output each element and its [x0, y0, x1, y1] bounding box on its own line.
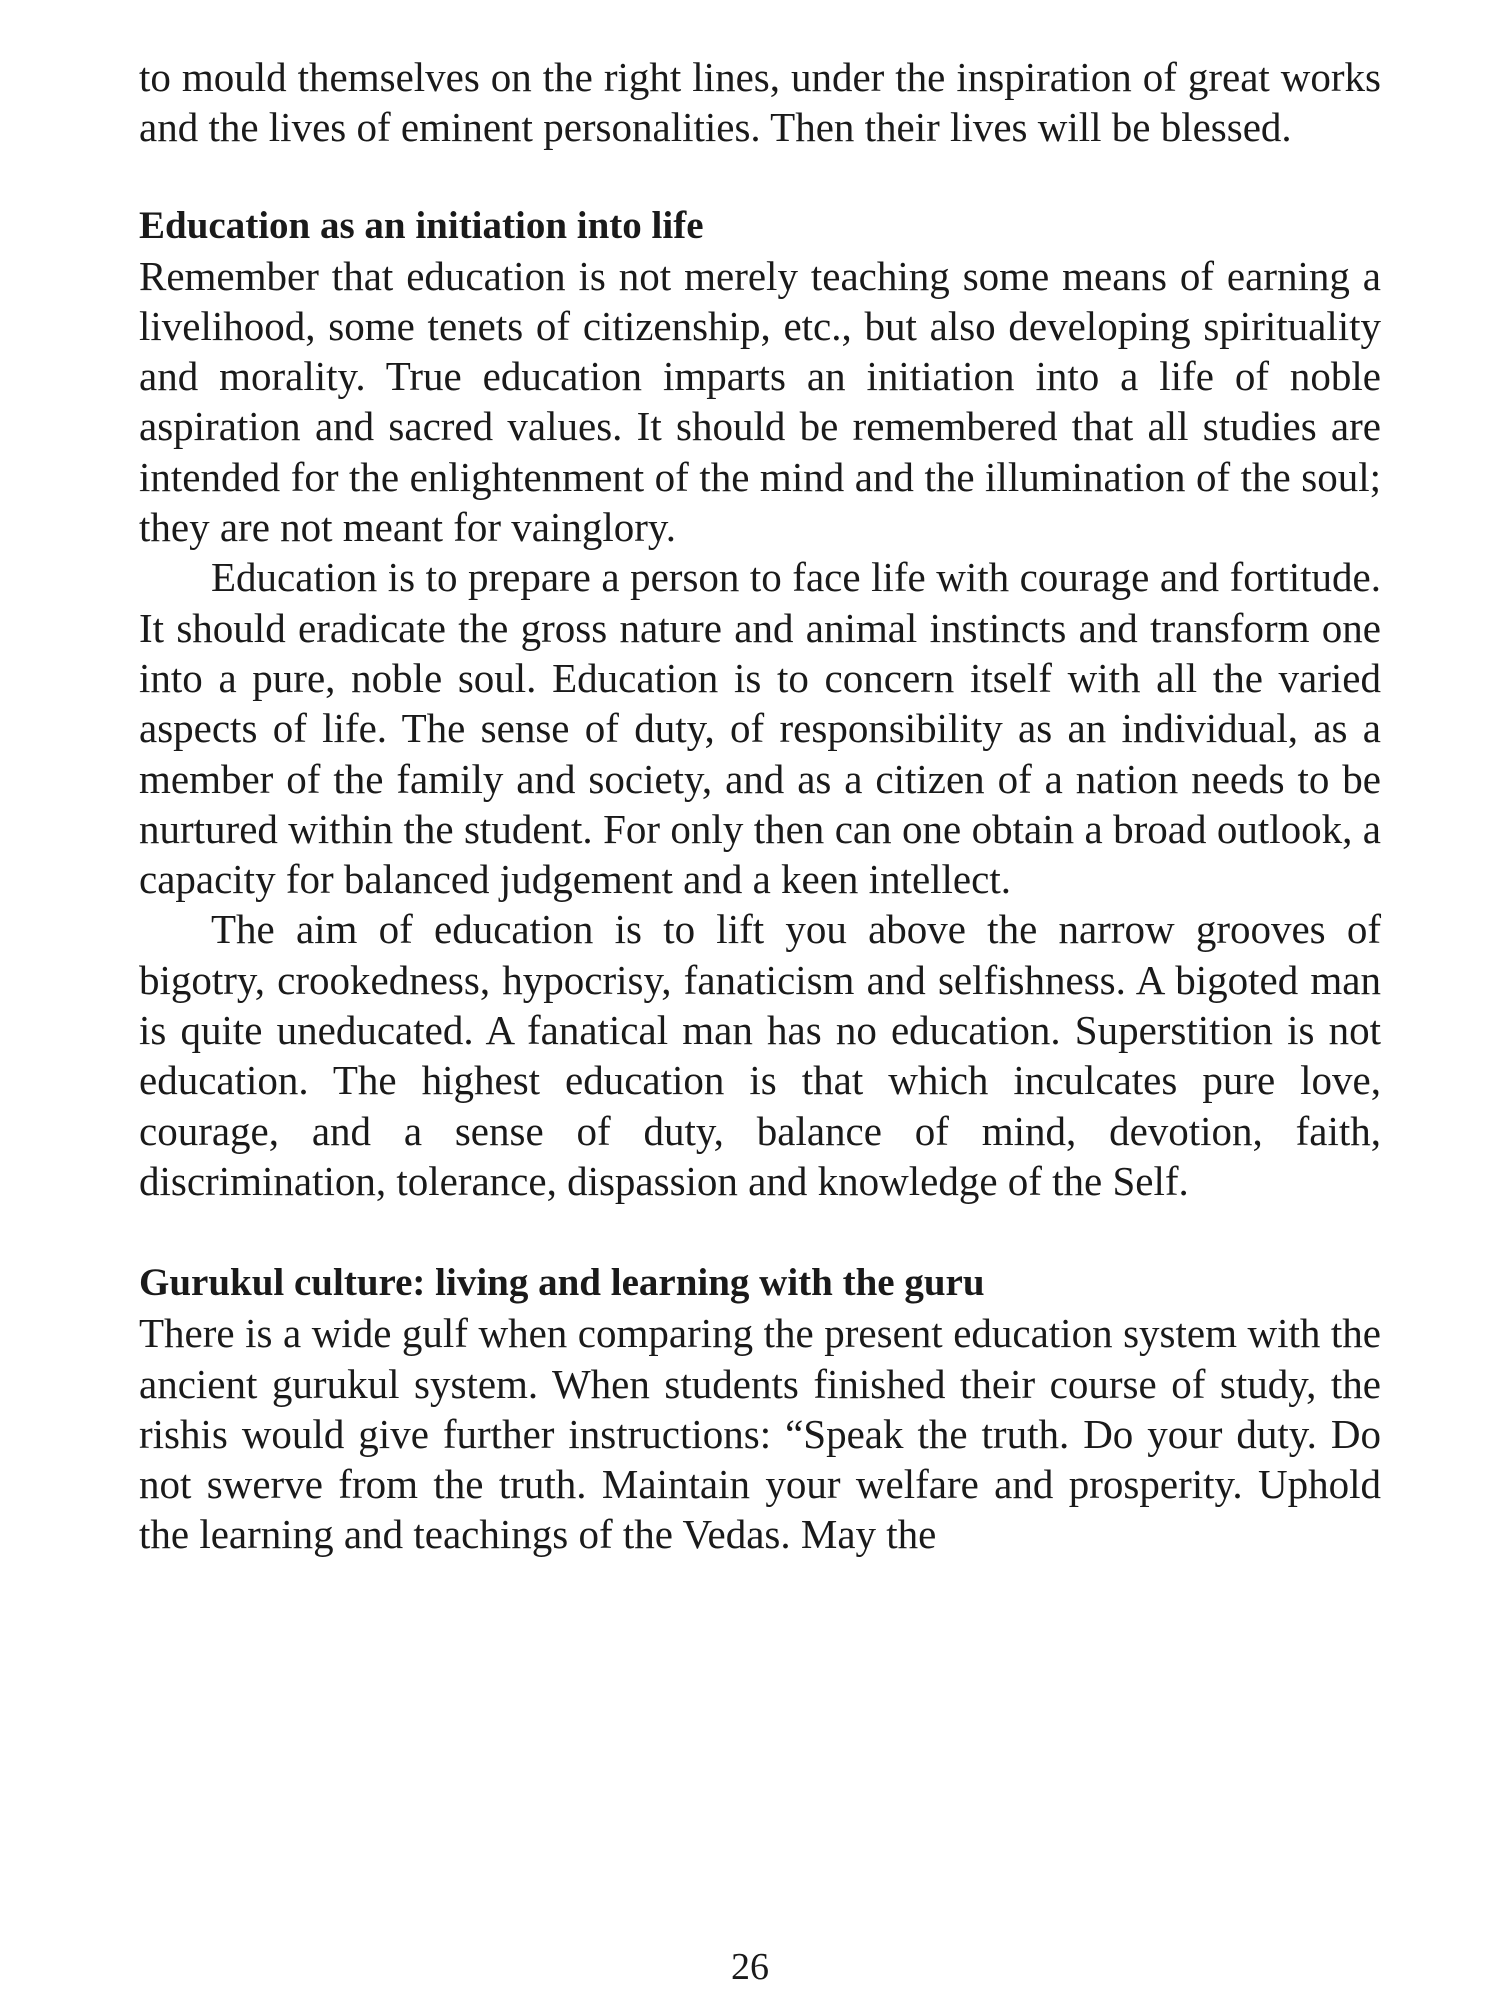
section2-paragraph-1: There is a wide gulf when comparing the present education system with the ancient gurukul system. When students finished their course of study, the rishis would give further instructions: “Speak the truth. Do your duty. Do not swerve from the truth. Maintain your welfare and prosperity. Uphold the learning and teachings of the Vedas. May the	[139, 1310, 1381, 1558]
section1-paragraph-2: Education is to prepare a person to face life with courage and fortitude. It should eradicate the gross nature and animal instincts and transform one into a pure, noble soul. Education is to concern itself with all the varied aspects of life. The sense of duty, of responsibility as an individual, as a member of the family and society, and as a citizen of a nation needs to be nurtured within the student. For only then can one obtain a broad outlook, a capacity for balanced judgement and a keen intellect.	[139, 554, 1381, 903]
opening-paragraph: to mould themselves on the right lines, under the inspiration of great works and the lives of eminent personalities. Then their lives will be blessed.	[139, 54, 1381, 151]
section1-paragraph-1: Remember that education is not merely teaching some means of earning a livelihood, some tenets of citizenship, etc., but also developing spirituality and morality. True education imparts an initiation into a life of noble aspiration and sacred values. It should be remembered that all studies are intended for the enlightenment of the mind and the illumination of the soul; they are not meant for vainglory.	[139, 252, 1381, 551]
page-body	[139, 52, 1381, 1560]
section-heading-education-initiation: Education as an initiation into life	[139, 203, 704, 247]
section1-paragraph-3: The aim of education is to lift you above the narrow grooves of bigotry, crookedness, hypocrisy, fanaticism and selfishness. A bigoted man is quite uneducated. A fanatical man has no education. Superstition is not education. The highest education is that which inculcates pure love, courage, and a sense of duty, balance of mind, devotion, faith, discrimination, tolerance, dispassion and knowledge of the Self.	[139, 906, 1381, 1204]
section-heading-gurukul-culture: Gurukul culture: living and learning with the guru	[139, 1261, 985, 1305]
page-number: 26	[731, 1946, 769, 1988]
